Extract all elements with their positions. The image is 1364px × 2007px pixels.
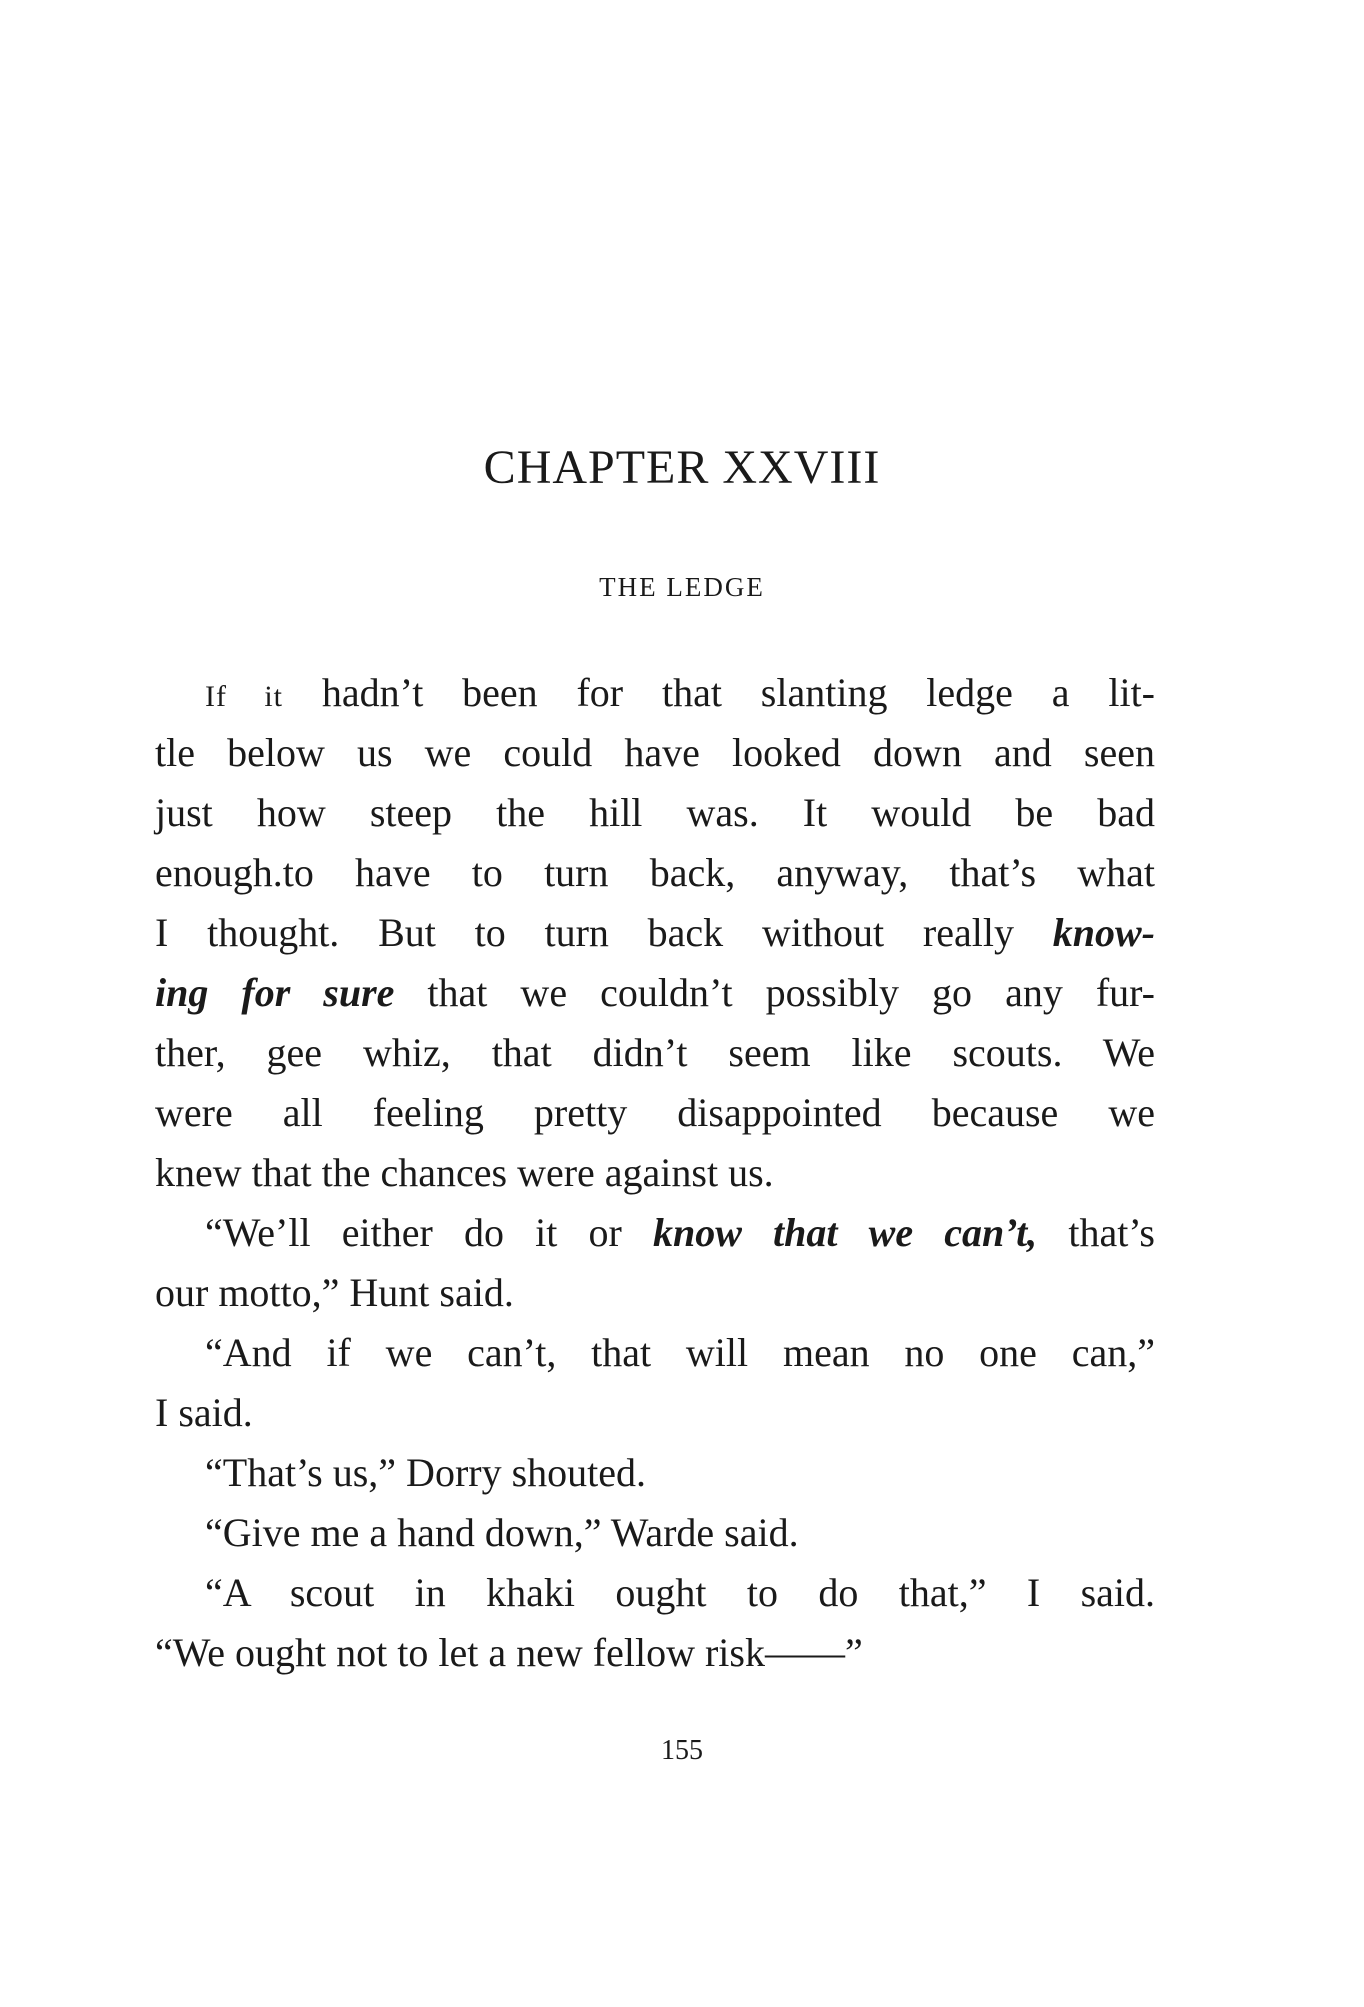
page-number: 155 — [661, 1735, 703, 1766]
text-line: “That’s us,” Dorry shouted. — [205, 1450, 647, 1495]
text-line: ther, gee whiz, that didn’t seem like scouts. We — [155, 1030, 1155, 1075]
text-line: “We’ll either do it or know that we can’t, that’s — [205, 1210, 1155, 1255]
text-line: “We ought not to let a new fellow risk——” — [155, 1630, 863, 1675]
text-line: I thought. But to turn back without really know- — [155, 910, 1155, 955]
text-line: If it hadn’t been for that slanting ledge a lit- — [205, 670, 1155, 715]
text-line: enough.to have to turn back, anyway, that’s what — [155, 850, 1155, 895]
text-line: ing for sure that we couldn’t possibly go any fur- — [155, 970, 1155, 1015]
text-line: knew that the chances were against us. — [155, 1150, 774, 1195]
text-line: “Give me a hand down,” Warde said. — [205, 1510, 799, 1555]
chapter-subtitle: THE LEDGE — [599, 572, 765, 602]
text-line: our motto,” Hunt said. — [155, 1270, 514, 1315]
text-line: I said. — [155, 1390, 253, 1435]
text-line: tle below us we could have looked down and seen — [155, 730, 1155, 775]
text-line: “A scout in khaki ought to do that,” I said. — [205, 1570, 1155, 1615]
text-line: “And if we can’t, that will mean no one can,” — [205, 1330, 1155, 1375]
text-line: were all feeling pretty disappointed because we — [155, 1090, 1155, 1135]
text-line: just how steep the hill was. It would be bad — [155, 790, 1155, 835]
chapter-title: CHAPTER XXVIII — [483, 441, 881, 494]
drop-small-caps: If it — [205, 680, 283, 713]
